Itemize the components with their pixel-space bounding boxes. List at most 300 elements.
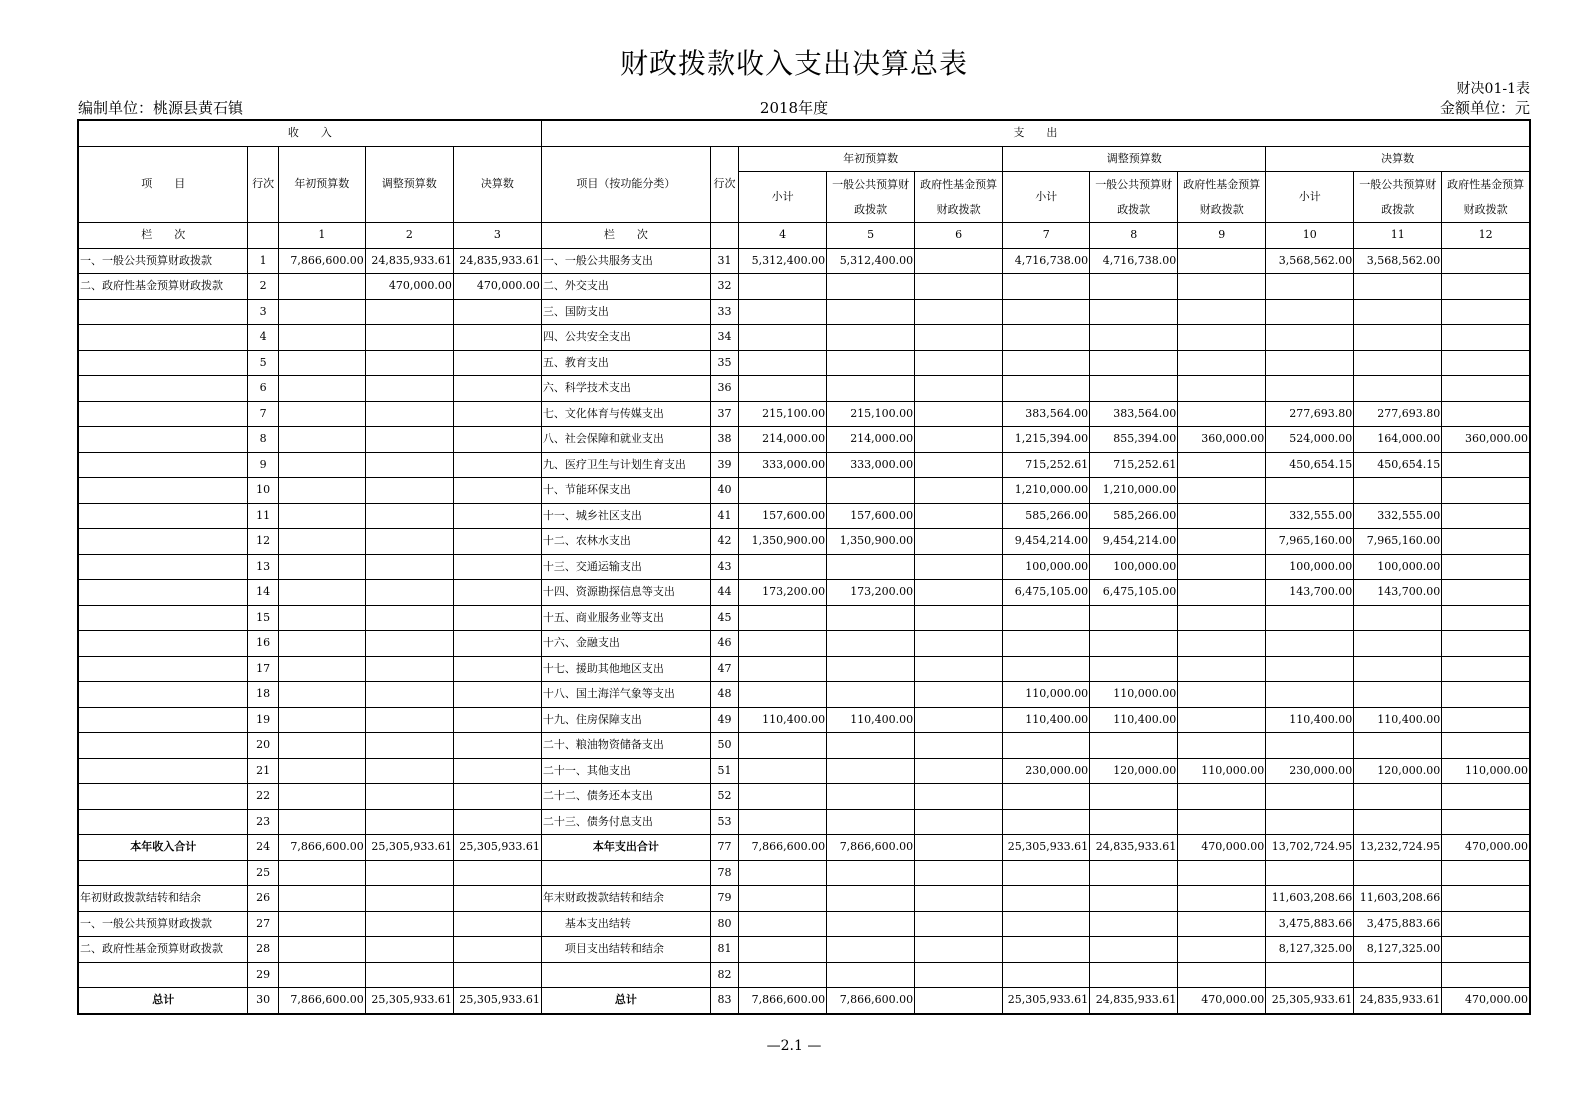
table-cell [1003, 350, 1090, 376]
table-cell: 585,266.00 [1090, 503, 1178, 529]
table-cell [453, 554, 541, 580]
table-cell [915, 860, 1003, 886]
column-number: 1 [278, 223, 365, 249]
table-cell: 11 [248, 503, 278, 529]
table-cell [1090, 784, 1178, 810]
table-cell [1442, 784, 1530, 810]
table-cell [739, 376, 827, 402]
table-cell: 100,000.00 [1003, 554, 1090, 580]
table-cell [1178, 605, 1266, 631]
table-cell [78, 860, 248, 886]
table-cell [1354, 962, 1442, 988]
table-cell [278, 580, 365, 606]
table-cell [1090, 962, 1178, 988]
table-cell: 120,000.00 [1354, 758, 1442, 784]
table-cell [1178, 299, 1266, 325]
table-row [78, 580, 1530, 606]
table-cell: 25 [248, 860, 278, 886]
table-cell: 二十三、债务付息支出 [541, 809, 710, 835]
table-cell [1003, 299, 1090, 325]
line-no-header: 行次 [248, 146, 278, 223]
table-cell [1090, 605, 1178, 631]
table-cell: 24,835,933.61 [453, 248, 541, 274]
table-cell: 6 [248, 376, 278, 402]
table-cell [541, 860, 710, 886]
table-cell: 45 [710, 605, 738, 631]
table-cell: 855,394.00 [1090, 427, 1178, 453]
table-cell: 450,654.15 [1266, 452, 1354, 478]
table-cell [1178, 937, 1266, 963]
table-cell [1178, 631, 1266, 657]
table-cell: 214,000.00 [739, 427, 827, 453]
table-cell: 项目支出结转和结余 [541, 937, 710, 963]
table-cell: 715,252.61 [1090, 452, 1178, 478]
table-cell [1003, 605, 1090, 631]
header-row-sections [78, 120, 1530, 146]
table-cell [78, 299, 248, 325]
table-cell [1266, 325, 1354, 351]
table-cell [78, 758, 248, 784]
table-cell [278, 478, 365, 504]
group-initial-header: 年初预算数 [739, 146, 1003, 172]
table-cell [1090, 376, 1178, 402]
table-cell [1090, 325, 1178, 351]
table-cell [1178, 529, 1266, 555]
table-cell [739, 554, 827, 580]
table-cell [1266, 274, 1354, 300]
table-cell: 333,000.00 [739, 452, 827, 478]
table-cell [827, 758, 915, 784]
table-cell: 1,210,000.00 [1090, 478, 1178, 504]
column-number: 7 [1003, 223, 1090, 249]
table-row [78, 988, 1530, 1014]
table-cell [365, 580, 453, 606]
table-cell [1178, 376, 1266, 402]
table-cell [453, 733, 541, 759]
table-cell: 9 [248, 452, 278, 478]
table-cell: 十八、国土海洋气象等支出 [541, 682, 710, 708]
func-item-header: 项目（按功能分类） [541, 146, 710, 223]
table-cell [1354, 682, 1442, 708]
table-cell: 22 [248, 784, 278, 810]
table-row [78, 733, 1530, 759]
table-cell: 25,305,933.61 [1266, 988, 1354, 1014]
table-cell [915, 733, 1003, 759]
group-adjusted-header: 调整预算数 [1003, 146, 1266, 172]
table-cell: 120,000.00 [1090, 758, 1178, 784]
table-row [78, 911, 1530, 937]
table-cell [453, 809, 541, 835]
fund-header: 政府性基金预算财政拨款 [1442, 172, 1530, 223]
table-cell [365, 911, 453, 937]
table-cell: 215,100.00 [827, 401, 915, 427]
table-cell [453, 962, 541, 988]
table-cell [453, 860, 541, 886]
table-cell [365, 631, 453, 657]
table-cell [1266, 733, 1354, 759]
table-cell: 9,454,214.00 [1090, 529, 1178, 555]
table-cell: 七、文化体育与传媒支出 [541, 401, 710, 427]
table-cell [1442, 860, 1530, 886]
table-cell [915, 656, 1003, 682]
table-cell [1442, 274, 1530, 300]
table-cell: 9,454,214.00 [1003, 529, 1090, 555]
table-cell: 214,000.00 [827, 427, 915, 453]
table-cell: 7,866,600.00 [827, 835, 915, 861]
table-cell [1003, 631, 1090, 657]
table-cell [78, 452, 248, 478]
table-cell [453, 452, 541, 478]
table-cell [78, 962, 248, 988]
table-cell [365, 299, 453, 325]
column-number-row [78, 223, 1530, 249]
table-cell [1178, 274, 1266, 300]
table-cell [365, 529, 453, 555]
table-cell: 十七、援助其他地区支出 [541, 656, 710, 682]
table-cell [1178, 886, 1266, 912]
table-cell: 470,000.00 [1178, 988, 1266, 1014]
table-cell [915, 529, 1003, 555]
table-cell: 110,400.00 [827, 707, 915, 733]
table-cell [365, 478, 453, 504]
table-row [78, 376, 1530, 402]
table-cell [365, 554, 453, 580]
table-cell [1178, 248, 1266, 274]
table-cell [1442, 299, 1530, 325]
table-cell [1178, 580, 1266, 606]
table-cell [453, 631, 541, 657]
table-cell: 一、一般公共服务支出 [541, 248, 710, 274]
table-cell: 173,200.00 [739, 580, 827, 606]
table-cell [915, 248, 1003, 274]
table-cell: 383,564.00 [1090, 401, 1178, 427]
table-cell: 277,693.80 [1266, 401, 1354, 427]
table-cell: 110,400.00 [1090, 707, 1178, 733]
fund-header: 政府性基金预算财政拨款 [915, 172, 1003, 223]
table-cell: 24,835,933.61 [1354, 988, 1442, 1014]
table-cell: 本年收入合计 [78, 835, 248, 861]
table-cell [827, 478, 915, 504]
table-cell [278, 605, 365, 631]
table-cell [1266, 631, 1354, 657]
table-cell [915, 605, 1003, 631]
table-cell [827, 631, 915, 657]
table-cell [1003, 911, 1090, 937]
table-cell [453, 427, 541, 453]
table-cell [278, 656, 365, 682]
table-cell [1003, 886, 1090, 912]
table-cell: 3,568,562.00 [1354, 248, 1442, 274]
table-cell: 524,000.00 [1266, 427, 1354, 453]
table-cell [739, 656, 827, 682]
table-cell: 26 [248, 886, 278, 912]
table-cell [1178, 809, 1266, 835]
table-cell [739, 733, 827, 759]
table-cell [453, 325, 541, 351]
table-cell: 42 [710, 529, 738, 555]
table-cell [365, 350, 453, 376]
table-cell [1178, 733, 1266, 759]
table-cell [915, 682, 1003, 708]
table-cell: 6,475,105.00 [1090, 580, 1178, 606]
table-cell [827, 682, 915, 708]
table-cell: 110,400.00 [1266, 707, 1354, 733]
table-cell: 三、国防支出 [541, 299, 710, 325]
table-cell: 5,312,400.00 [827, 248, 915, 274]
table-cell [827, 656, 915, 682]
table-cell: 7,965,160.00 [1354, 529, 1442, 555]
table-cell [915, 427, 1003, 453]
table-cell [739, 962, 827, 988]
table-cell [278, 860, 365, 886]
table-cell [1266, 809, 1354, 835]
table-cell [278, 401, 365, 427]
table-cell [1442, 886, 1530, 912]
table-cell: 383,564.00 [1003, 401, 1090, 427]
table-cell: 46 [710, 631, 738, 657]
form-number: 财决01-1表 [1456, 81, 1530, 97]
table-cell [78, 427, 248, 453]
table-cell: 470,000.00 [1442, 988, 1530, 1014]
table-cell [1354, 809, 1442, 835]
table-cell [1178, 656, 1266, 682]
table-cell [1354, 350, 1442, 376]
table-cell [1178, 350, 1266, 376]
table-cell [365, 376, 453, 402]
table-cell: 470,000.00 [1442, 835, 1530, 861]
table-cell [1442, 962, 1530, 988]
page-number: —2.1 — [766, 1038, 822, 1054]
table-cell: 82 [710, 962, 738, 988]
table-cell: 7,866,600.00 [278, 248, 365, 274]
expense-header: 支 出 [541, 120, 1530, 146]
table-cell: 110,000.00 [1003, 682, 1090, 708]
table-row [78, 962, 1530, 988]
table-cell [278, 299, 365, 325]
table-cell: 五、教育支出 [541, 350, 710, 376]
table-cell [453, 299, 541, 325]
table-cell [1003, 937, 1090, 963]
initial-budget-header: 年初预算数 [278, 146, 365, 223]
header-row-groups [78, 146, 1530, 172]
table-cell: 100,000.00 [1090, 554, 1178, 580]
table-cell [365, 784, 453, 810]
table-cell [1178, 911, 1266, 937]
table-cell [739, 274, 827, 300]
table-cell [1266, 478, 1354, 504]
table-cell [453, 707, 541, 733]
table-cell: 总计 [541, 988, 710, 1014]
table-cell: 4,716,738.00 [1090, 248, 1178, 274]
table-cell [1354, 656, 1442, 682]
table-row [78, 758, 1530, 784]
table-cell [1354, 325, 1442, 351]
table-cell: 7,866,600.00 [278, 988, 365, 1014]
table-cell [1354, 733, 1442, 759]
table-cell [1442, 478, 1530, 504]
table-cell: 33 [710, 299, 738, 325]
table-cell [739, 682, 827, 708]
table-cell: 35 [710, 350, 738, 376]
table-cell [739, 631, 827, 657]
table-cell [1090, 656, 1178, 682]
table-cell [278, 733, 365, 759]
table-cell: 7,866,600.00 [278, 835, 365, 861]
table-row [78, 529, 1530, 555]
table-cell: 24,835,933.61 [365, 248, 453, 274]
table-cell: 十三、交通运输支出 [541, 554, 710, 580]
table-cell [278, 784, 365, 810]
table-cell: 年末财政拨款结转和结余 [541, 886, 710, 912]
compiling-unit: 编制单位：桃源县黄石镇 [78, 99, 244, 117]
table-cell [365, 325, 453, 351]
adjusted-budget-header: 调整预算数 [365, 146, 453, 223]
table-cell [1090, 299, 1178, 325]
column-number: 11 [1354, 223, 1442, 249]
table-cell [1003, 376, 1090, 402]
table-cell [453, 478, 541, 504]
table-cell [365, 452, 453, 478]
table-cell [915, 911, 1003, 937]
table-cell: 5 [248, 350, 278, 376]
general-header: 一般公共预算财政拨款 [1354, 172, 1442, 223]
table-cell [453, 784, 541, 810]
table-cell: 十五、商业服务业等支出 [541, 605, 710, 631]
general-header: 一般公共预算财政拨款 [1090, 172, 1178, 223]
table-cell [915, 988, 1003, 1014]
table-cell [1003, 274, 1090, 300]
table-cell [1354, 860, 1442, 886]
table-cell: 3,475,883.66 [1266, 911, 1354, 937]
table-cell: 81 [710, 937, 738, 963]
table-cell [278, 350, 365, 376]
table-cell: 80 [710, 911, 738, 937]
table-cell: 24 [248, 835, 278, 861]
table-cell [1266, 350, 1354, 376]
table-cell: 230,000.00 [1266, 758, 1354, 784]
table-row [78, 656, 1530, 682]
column-number: 5 [827, 223, 915, 249]
table-cell: 25,305,933.61 [453, 988, 541, 1014]
table-cell: 110,000.00 [1442, 758, 1530, 784]
table-cell [453, 682, 541, 708]
table-cell [1178, 503, 1266, 529]
table-cell: 二十一、其他支出 [541, 758, 710, 784]
item-header: 项 目 [78, 146, 248, 223]
table-cell [1266, 656, 1354, 682]
table-cell: 37 [710, 401, 738, 427]
table-cell [453, 401, 541, 427]
table-cell [1003, 784, 1090, 810]
table-cell: 157,600.00 [827, 503, 915, 529]
table-cell [278, 937, 365, 963]
table-cell: 二、政府性基金预算财政拨款 [78, 274, 248, 300]
table-cell [1266, 682, 1354, 708]
fund-header: 政府性基金预算财政拨款 [1178, 172, 1266, 223]
table-cell [278, 274, 365, 300]
table-cell [915, 886, 1003, 912]
table-cell: 39 [710, 452, 738, 478]
table-cell: 18 [248, 682, 278, 708]
table-cell [739, 758, 827, 784]
table-cell [739, 886, 827, 912]
table-cell [1003, 733, 1090, 759]
table-cell: 585,266.00 [1003, 503, 1090, 529]
table-cell: 十一、城乡社区支出 [541, 503, 710, 529]
table-cell: 27 [248, 911, 278, 937]
table-cell [1354, 376, 1442, 402]
table-cell: 332,555.00 [1354, 503, 1442, 529]
table-cell: 143,700.00 [1266, 580, 1354, 606]
table-cell [365, 427, 453, 453]
table-cell [78, 529, 248, 555]
table-cell: 360,000.00 [1442, 427, 1530, 453]
table-cell [827, 554, 915, 580]
table-row [78, 835, 1530, 861]
table-cell [1442, 911, 1530, 937]
table-row [78, 937, 1530, 963]
table-cell: 14 [248, 580, 278, 606]
table-cell: 77 [710, 835, 738, 861]
table-cell [365, 860, 453, 886]
table-cell: 二、外交支出 [541, 274, 710, 300]
table-cell [915, 631, 1003, 657]
table-cell [1442, 733, 1530, 759]
table-cell [78, 784, 248, 810]
table-cell [1442, 605, 1530, 631]
table-cell [1003, 860, 1090, 886]
table-cell [1003, 962, 1090, 988]
table-cell: 100,000.00 [1266, 554, 1354, 580]
column-number: 8 [1090, 223, 1178, 249]
table-cell [915, 376, 1003, 402]
table-cell: 36 [710, 376, 738, 402]
table-cell [915, 503, 1003, 529]
budget-table [77, 119, 1531, 1015]
table-cell: 44 [710, 580, 738, 606]
table-cell: 一、一般公共预算财政拨款 [78, 911, 248, 937]
table-cell [1442, 529, 1530, 555]
table-row [78, 325, 1530, 351]
column-label: 栏 次 [541, 223, 710, 249]
column-number: 4 [739, 223, 827, 249]
table-cell [1090, 733, 1178, 759]
subtotal-header: 小计 [739, 172, 827, 223]
table-cell [1442, 937, 1530, 963]
table-cell: 43 [710, 554, 738, 580]
table-cell [453, 580, 541, 606]
table-cell: 83 [710, 988, 738, 1014]
table-cell [78, 580, 248, 606]
table-cell [1266, 784, 1354, 810]
table-cell [915, 758, 1003, 784]
table-cell [1354, 299, 1442, 325]
table-cell [1354, 274, 1442, 300]
table-row [78, 452, 1530, 478]
table-cell [1090, 911, 1178, 937]
table-cell: 78 [710, 860, 738, 886]
table-cell: 4 [248, 325, 278, 351]
table-cell [827, 299, 915, 325]
table-cell [1266, 962, 1354, 988]
table-cell [365, 682, 453, 708]
table-cell [1354, 605, 1442, 631]
table-cell: 25,305,933.61 [365, 988, 453, 1014]
table-row [78, 784, 1530, 810]
general-header: 一般公共预算财政拨款 [827, 172, 915, 223]
table-cell: 470,000.00 [1178, 835, 1266, 861]
table-cell [453, 529, 541, 555]
